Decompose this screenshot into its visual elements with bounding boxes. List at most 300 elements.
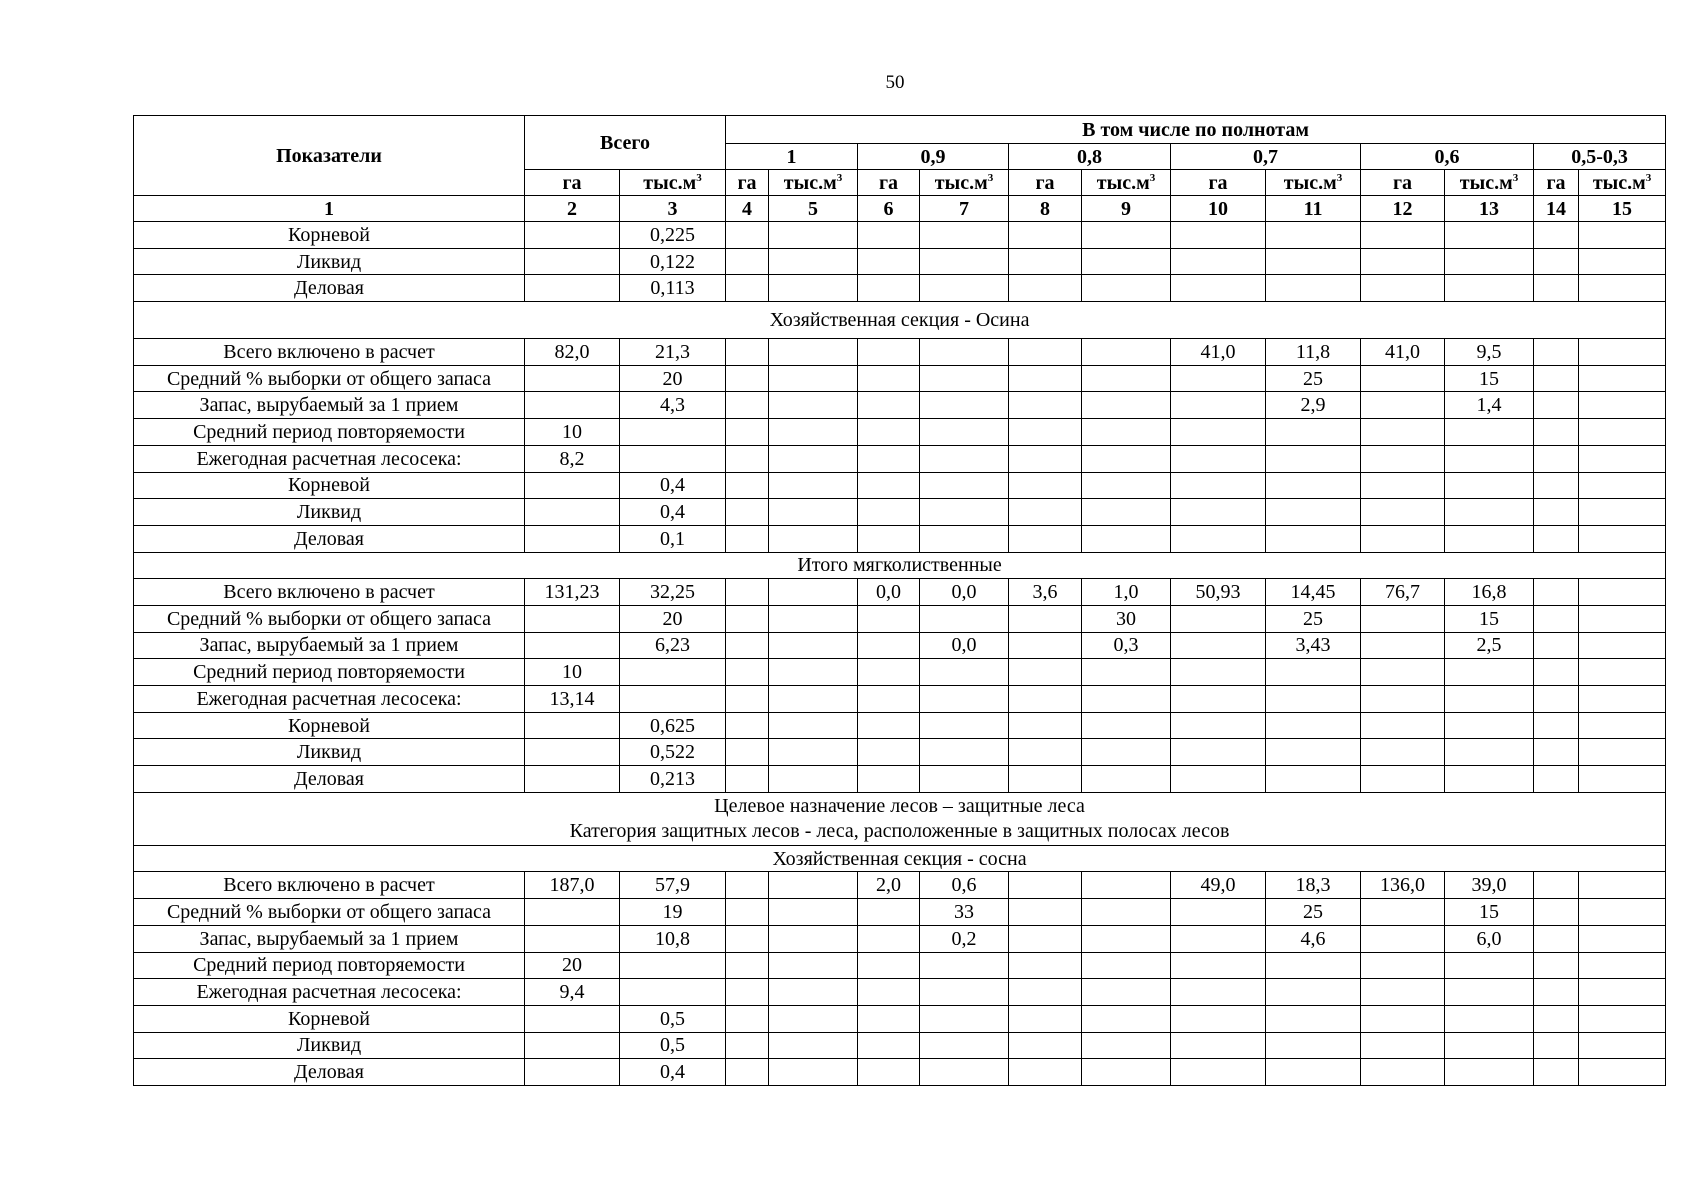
table-cell	[1534, 1005, 1579, 1032]
table-cell	[620, 445, 726, 472]
table-cell	[726, 472, 769, 499]
table-cell	[1534, 1059, 1579, 1086]
table-cell: 25	[1266, 899, 1361, 926]
table-cell	[1579, 872, 1666, 899]
table-cell	[1579, 739, 1666, 766]
table-cell: 10	[525, 659, 620, 686]
table-cell	[858, 392, 920, 419]
table-cell	[1445, 1005, 1534, 1032]
unit-volume-text: тыс.м	[1459, 171, 1513, 194]
table-cell	[620, 686, 726, 713]
unit-ha: га	[726, 170, 769, 196]
table-cell: 0,2	[920, 925, 1009, 952]
header-total: Всего	[525, 116, 726, 170]
table-cell	[1009, 472, 1082, 499]
unit-volume	[1579, 170, 1666, 196]
table-cell	[525, 739, 620, 766]
table-row	[134, 525, 1666, 552]
table-cell	[726, 499, 769, 526]
table-row	[134, 899, 1666, 926]
column-number: 7	[920, 196, 1009, 222]
unit-volume-text: тыс.м	[1283, 171, 1337, 194]
table-cell	[1361, 499, 1445, 526]
row-label: Средний период повторяемости	[134, 659, 525, 686]
table-cell	[1082, 952, 1171, 979]
table-cell: 11,8	[1266, 339, 1361, 366]
table-cell	[1009, 1032, 1082, 1059]
table-cell	[1082, 766, 1171, 793]
table-cell: 0,4	[620, 1059, 726, 1086]
table-cell	[1082, 1059, 1171, 1086]
table-cell	[1361, 222, 1445, 249]
table-row	[134, 392, 1666, 419]
table-cell	[1445, 445, 1534, 472]
table-cell: 8,2	[525, 445, 620, 472]
table-cell	[1009, 899, 1082, 926]
section-title-line: Целевое назначение лесов – защитные леса	[714, 794, 1085, 817]
table-cell	[1361, 248, 1445, 275]
table-cell	[858, 525, 920, 552]
table-cell	[920, 222, 1009, 249]
table-cell: 187,0	[525, 872, 620, 899]
row-label: Деловая	[134, 766, 525, 793]
table-cell	[1171, 632, 1266, 659]
table-cell	[858, 419, 920, 446]
table-cell	[1534, 445, 1579, 472]
table-row	[134, 686, 1666, 713]
table-cell	[1361, 1059, 1445, 1086]
table-cell	[920, 419, 1009, 446]
row-label: Ежегодная расчетная лесосека:	[134, 445, 525, 472]
table-cell	[769, 1032, 858, 1059]
unit-volume	[620, 170, 726, 196]
table-cell	[525, 1059, 620, 1086]
unit-volume-superscript: 3	[836, 171, 843, 184]
table-cell: 33	[920, 899, 1009, 926]
forest-cutting-table	[133, 115, 1666, 1086]
table-cell	[769, 925, 858, 952]
column-number: 1	[134, 196, 525, 222]
table-cell	[620, 952, 726, 979]
table-cell	[1361, 766, 1445, 793]
table-cell	[1534, 739, 1579, 766]
table-cell	[1171, 979, 1266, 1006]
table-cell	[769, 419, 858, 446]
table-cell	[858, 222, 920, 249]
table-cell	[920, 525, 1009, 552]
table-cell	[525, 766, 620, 793]
table-cell	[525, 605, 620, 632]
header-row-1	[134, 116, 1666, 144]
table-cell	[1534, 472, 1579, 499]
table-cell	[920, 952, 1009, 979]
unit-volume	[769, 170, 858, 196]
table-cell	[1445, 979, 1534, 1006]
table-cell: 0,4	[620, 472, 726, 499]
table-cell	[920, 739, 1009, 766]
table-row	[134, 275, 1666, 302]
table-cell	[525, 365, 620, 392]
table-cell: 0,225	[620, 222, 726, 249]
table-cell	[1579, 659, 1666, 686]
table-cell: 41,0	[1171, 339, 1266, 366]
table-cell	[769, 686, 858, 713]
table-cell	[1579, 952, 1666, 979]
table-row	[134, 248, 1666, 275]
table-cell: 3,43	[1266, 632, 1361, 659]
table-cell	[1171, 222, 1266, 249]
table-cell	[1009, 766, 1082, 793]
unit-ha: га	[858, 170, 920, 196]
unit-volume-superscript: 3	[1512, 171, 1519, 184]
table-cell	[1445, 222, 1534, 249]
unit-volume-superscript: 3	[696, 171, 702, 184]
section-title: Хозяйственная секция - Осина	[134, 302, 1666, 339]
column-number: 15	[1579, 196, 1666, 222]
unit-volume-text: тыс.м	[1096, 171, 1150, 194]
table-cell	[769, 979, 858, 1006]
table-cell	[1361, 632, 1445, 659]
table-cell	[726, 739, 769, 766]
table-cell	[1082, 275, 1171, 302]
density-0-5-0-3: 0,5-0,3	[1534, 144, 1666, 170]
table-cell	[726, 392, 769, 419]
table-cell	[858, 499, 920, 526]
table-cell	[1361, 392, 1445, 419]
unit-ha: га	[1171, 170, 1266, 196]
table-cell	[1445, 1032, 1534, 1059]
table-cell	[920, 365, 1009, 392]
table-cell	[726, 525, 769, 552]
table-cell	[726, 339, 769, 366]
row-label: Корневой	[134, 472, 525, 499]
table-cell	[620, 659, 726, 686]
table-cell	[1009, 979, 1082, 1006]
table-cell: 2,9	[1266, 392, 1361, 419]
table-row	[134, 445, 1666, 472]
table-cell	[1579, 419, 1666, 446]
table-cell	[858, 365, 920, 392]
table-row	[134, 365, 1666, 392]
table-cell	[1009, 686, 1082, 713]
table-cell: 6,0	[1445, 925, 1534, 952]
table-cell	[726, 659, 769, 686]
table-cell: 18,3	[1266, 872, 1361, 899]
table-cell	[858, 712, 920, 739]
table-cell	[1009, 659, 1082, 686]
table-cell	[858, 605, 920, 632]
table-cell	[1534, 392, 1579, 419]
column-number: 9	[1082, 196, 1171, 222]
column-number: 2	[525, 196, 620, 222]
table-cell	[1361, 445, 1445, 472]
table-cell: 30	[1082, 605, 1171, 632]
table-cell	[726, 248, 769, 275]
table-cell	[1534, 925, 1579, 952]
table-cell	[1445, 739, 1534, 766]
row-label: Средний % выборки от общего запаса	[134, 605, 525, 632]
table-cell	[858, 339, 920, 366]
table-cell	[920, 1032, 1009, 1059]
row-label: Ежегодная расчетная лесосека:	[134, 686, 525, 713]
table-cell: 0,4	[620, 499, 726, 526]
table-cell	[858, 1005, 920, 1032]
table-cell	[1171, 248, 1266, 275]
section-row	[134, 552, 1666, 579]
table-cell	[1171, 275, 1266, 302]
table-cell	[1266, 419, 1361, 446]
table-cell	[726, 605, 769, 632]
table-cell	[1534, 979, 1579, 1006]
table-cell: 4,3	[620, 392, 726, 419]
table-row	[134, 979, 1666, 1006]
row-label: Запас, вырубаемый за 1 прием	[134, 925, 525, 952]
table-cell	[769, 766, 858, 793]
table-cell	[1171, 365, 1266, 392]
table-cell	[1534, 632, 1579, 659]
table-cell	[726, 712, 769, 739]
table-cell: 0,3	[1082, 632, 1171, 659]
table-cell	[726, 979, 769, 1006]
table-cell	[858, 925, 920, 952]
table-cell: 6,23	[620, 632, 726, 659]
table-cell	[1266, 275, 1361, 302]
table-cell	[1082, 525, 1171, 552]
column-number: 3	[620, 196, 726, 222]
table-cell	[1266, 712, 1361, 739]
table-cell	[920, 339, 1009, 366]
table-cell	[1579, 712, 1666, 739]
table-cell: 21,3	[620, 339, 726, 366]
table-cell	[920, 248, 1009, 275]
table-cell	[620, 979, 726, 1006]
table-cell	[858, 632, 920, 659]
table-cell: 15	[1445, 605, 1534, 632]
table-cell	[1579, 686, 1666, 713]
column-number: 13	[1445, 196, 1534, 222]
table-cell	[1579, 248, 1666, 275]
table-cell	[726, 872, 769, 899]
table-cell	[1266, 766, 1361, 793]
table-cell	[726, 952, 769, 979]
table-cell	[1082, 499, 1171, 526]
row-label: Средний период повторяемости	[134, 419, 525, 446]
table-cell	[1266, 686, 1361, 713]
table-cell	[525, 392, 620, 419]
table-cell	[769, 899, 858, 926]
table-cell	[1534, 659, 1579, 686]
row-label: Деловая	[134, 525, 525, 552]
table-cell	[1266, 952, 1361, 979]
row-label: Деловая	[134, 1059, 525, 1086]
table-cell	[1009, 392, 1082, 419]
table-cell	[1266, 222, 1361, 249]
table-cell	[1082, 739, 1171, 766]
unit-volume	[1082, 170, 1171, 196]
table-cell	[1082, 365, 1171, 392]
table-cell	[1534, 952, 1579, 979]
table-cell: 20	[620, 605, 726, 632]
table-cell	[769, 472, 858, 499]
density-0-7: 0,7	[1171, 144, 1361, 170]
table-row	[134, 339, 1666, 366]
table-cell	[1361, 979, 1445, 1006]
table-cell	[769, 1059, 858, 1086]
table-cell	[1082, 445, 1171, 472]
table-cell: 39,0	[1445, 872, 1534, 899]
table-cell	[769, 712, 858, 739]
table-cell	[769, 222, 858, 249]
table-cell	[1361, 365, 1445, 392]
table-cell: 1,4	[1445, 392, 1534, 419]
table-cell	[525, 1005, 620, 1032]
table-cell	[1266, 1032, 1361, 1059]
table-cell	[1579, 1005, 1666, 1032]
row-label: Всего включено в расчет	[134, 872, 525, 899]
row-label: Запас, вырубаемый за 1 прием	[134, 392, 525, 419]
table-cell	[1009, 525, 1082, 552]
table-cell	[1082, 899, 1171, 926]
table-cell: 0,113	[620, 275, 726, 302]
row-label: Ликвид	[134, 1032, 525, 1059]
row-label: Корневой	[134, 712, 525, 739]
table-cell	[769, 579, 858, 606]
table-cell	[1579, 899, 1666, 926]
table-cell: 10	[525, 419, 620, 446]
table-cell	[920, 499, 1009, 526]
table-cell	[1445, 952, 1534, 979]
table-cell	[1171, 686, 1266, 713]
unit-volume-text: тыс.м	[783, 171, 837, 194]
table-cell	[1171, 739, 1266, 766]
table-cell	[726, 222, 769, 249]
table-cell	[525, 712, 620, 739]
table-cell	[1361, 525, 1445, 552]
column-number: 11	[1266, 196, 1361, 222]
table-cell	[769, 872, 858, 899]
table-cell	[525, 899, 620, 926]
table-cell	[1082, 979, 1171, 1006]
table-cell	[1534, 339, 1579, 366]
unit-volume-superscript: 3	[1645, 171, 1652, 184]
table-cell	[769, 1005, 858, 1032]
table-cell	[726, 579, 769, 606]
table-cell: 82,0	[525, 339, 620, 366]
table-cell	[1009, 275, 1082, 302]
table-cell: 9,4	[525, 979, 620, 1006]
table-cell	[920, 392, 1009, 419]
table-cell	[769, 392, 858, 419]
page-number: 50	[885, 72, 905, 93]
table-cell: 0,213	[620, 766, 726, 793]
table-cell: 4,6	[1266, 925, 1361, 952]
table-cell	[1579, 472, 1666, 499]
table-cell	[1445, 1059, 1534, 1086]
row-label: Ликвид	[134, 248, 525, 275]
table-cell	[1266, 445, 1361, 472]
table-cell	[726, 1005, 769, 1032]
section-row	[134, 302, 1666, 339]
table-cell	[1009, 1005, 1082, 1032]
density-0-6: 0,6	[1361, 144, 1534, 170]
table-cell	[1579, 339, 1666, 366]
table-cell	[1171, 1059, 1266, 1086]
table-cell: 14,45	[1266, 579, 1361, 606]
table-cell	[920, 275, 1009, 302]
table-cell	[525, 925, 620, 952]
table-cell	[1445, 248, 1534, 275]
table-cell: 32,25	[620, 579, 726, 606]
table-cell	[1171, 525, 1266, 552]
table-cell	[1534, 1032, 1579, 1059]
table-cell	[1171, 659, 1266, 686]
table-cell	[1534, 525, 1579, 552]
table-cell	[1361, 275, 1445, 302]
table-cell	[1579, 925, 1666, 952]
table-cell	[1534, 872, 1579, 899]
table-cell	[525, 525, 620, 552]
table-cell	[1579, 1059, 1666, 1086]
table-cell: 10,8	[620, 925, 726, 952]
table-cell	[1534, 365, 1579, 392]
table-cell	[1171, 392, 1266, 419]
table-cell: 20	[620, 365, 726, 392]
table-cell: 0,122	[620, 248, 726, 275]
table-cell	[1009, 632, 1082, 659]
table-cell	[620, 419, 726, 446]
table-cell: 9,5	[1445, 339, 1534, 366]
row-label: Средний % выборки от общего запаса	[134, 365, 525, 392]
table-cell	[920, 766, 1009, 793]
unit-ha: га	[525, 170, 620, 196]
table-row	[134, 1059, 1666, 1086]
table-cell	[769, 275, 858, 302]
table-cell	[1266, 739, 1361, 766]
table-cell	[1579, 632, 1666, 659]
table-cell	[920, 686, 1009, 713]
table-cell	[1082, 659, 1171, 686]
table-cell	[1171, 899, 1266, 926]
table-row	[134, 925, 1666, 952]
column-number: 6	[858, 196, 920, 222]
table-cell	[769, 659, 858, 686]
table-cell: 25	[1266, 365, 1361, 392]
density-1: 1	[726, 144, 858, 170]
table-cell	[1579, 1032, 1666, 1059]
table-cell	[1171, 419, 1266, 446]
table-cell: 0,522	[620, 739, 726, 766]
table-cell	[525, 222, 620, 249]
unit-volume-text: тыс.м	[934, 171, 988, 194]
table-cell	[1266, 499, 1361, 526]
table-cell	[920, 712, 1009, 739]
table-cell	[769, 339, 858, 366]
table-cell	[769, 445, 858, 472]
table-cell: 0,1	[620, 525, 726, 552]
unit-ha: га	[1534, 170, 1579, 196]
table-cell	[1082, 222, 1171, 249]
table-cell	[1171, 1005, 1266, 1032]
table-cell	[920, 1005, 1009, 1032]
table-cell	[1445, 525, 1534, 552]
unit-volume	[920, 170, 1009, 196]
table-cell	[726, 275, 769, 302]
table-cell	[1579, 275, 1666, 302]
table-row	[134, 579, 1666, 606]
table-cell	[1082, 472, 1171, 499]
table-cell	[1361, 686, 1445, 713]
table-cell	[858, 766, 920, 793]
